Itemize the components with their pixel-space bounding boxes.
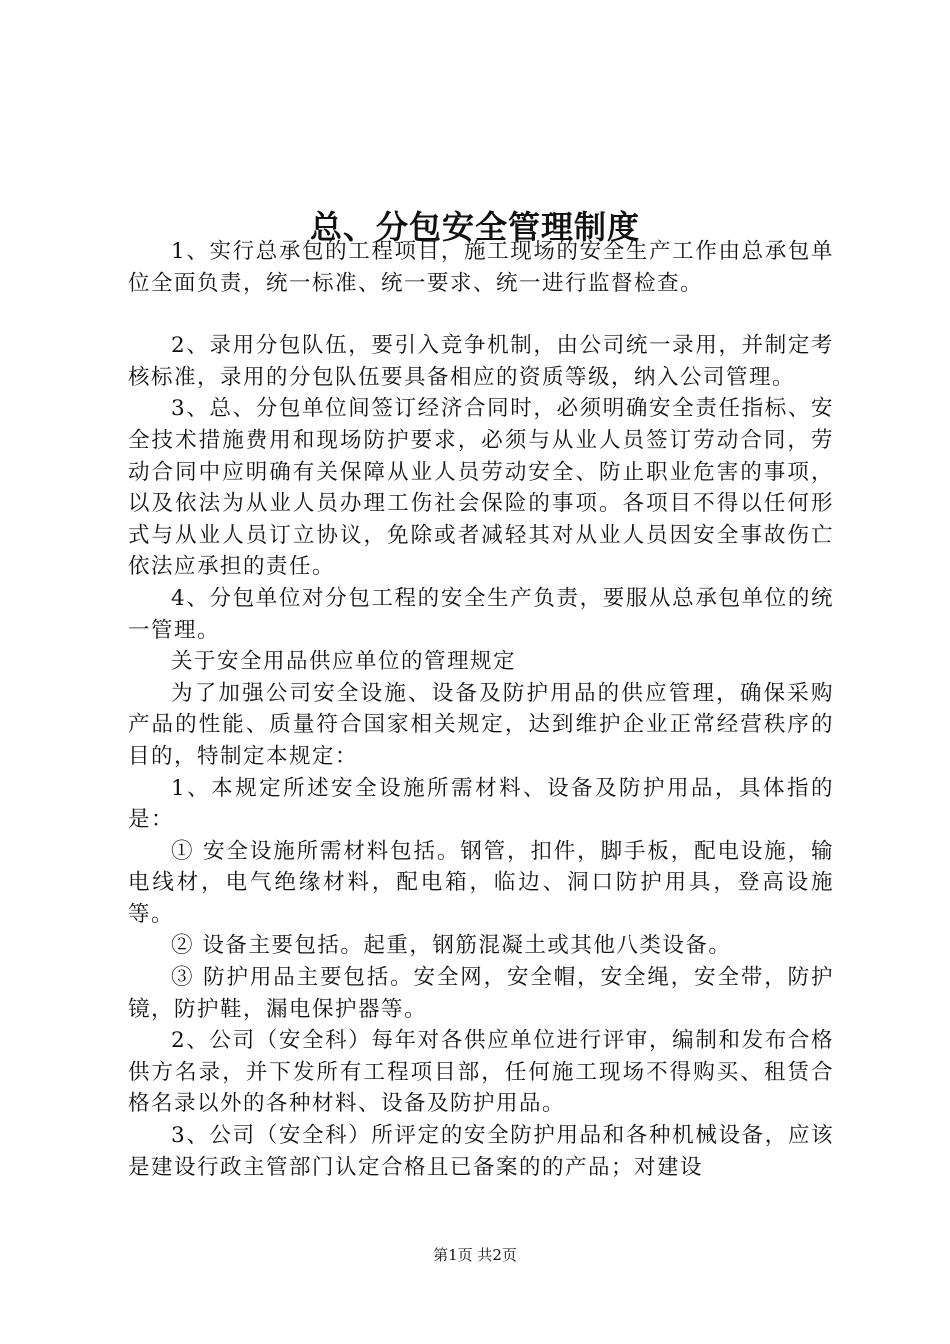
paragraph-item-1: ① 安全设施所需材料包括。钢管，扣件，脚手板，配电设施，输电线材，电气绝缘材料，配电箱，临边、洞口防护用具，登高设施等。 bbox=[128, 838, 834, 927]
document-body bbox=[128, 236, 834, 1183]
section-heading: 关于安全用品供应单位的管理规定 bbox=[171, 649, 517, 675]
paragraph-item-2: ② 设备主要包括。起重，钢筋混凝土或其他八类设备。 bbox=[171, 933, 732, 959]
paragraph-2: 2、录用分包队伍，要引入竞争机制，由公司统一录用，并制定考核标准，录用的分包队伍要具备相应的资质等级，纳入公司管理。 bbox=[128, 333, 834, 390]
paragraph-rule-2: 2、公司（安全科）每年对各供应单位进行评审，编制和发布合格供方名录，并下发所有工程项目部，任何施工现场不得购买、租赁合格名录以外的各种材料、设备及防护用品。 bbox=[128, 1028, 834, 1117]
paragraph-1: 1、实行总承包的工程项目，施工现场的安全生产工作由总承包单位全面负责，统一标准、统一要求、统一进行监督检查。 bbox=[128, 239, 834, 296]
paragraph-rule-3: 3、公司（安全科）所评定的安全防护用品和各种机械设备，应该是建设行政主管部门认定合格且已备案的的产品；对建设 bbox=[128, 1123, 834, 1180]
paragraph-item-3: ③ 防护用品主要包括。安全网，安全帽，安全绳，安全带，防护镜，防护鞋，漏电保护器等。 bbox=[128, 965, 834, 1022]
paragraph-rule-1: 1、本规定所述安全设施所需材料、设备及防护用品，具体指的是： bbox=[128, 775, 834, 833]
page-footer: 第1页 共2页 bbox=[433, 1246, 517, 1264]
paragraph-intro: 为了加强公司安全设施、设备及防护用品的供应管理，确保采购产品的性能、质量符合国家相关规定，达到维护企业正常经营秩序的目的，特制定本规定： bbox=[128, 680, 834, 769]
paragraph-3: 3、总、分包单位间签订经济合同时，必须明确安全责任指标、安全技术措施费用和现场防护要求，必须与从业人员签订劳动合同，劳动合同中应明确有关保障从业人员劳动安全、防止职业危害的事项，以及依法为从业人员办理工伤社会保险的事项。各项目不得以任何形式与从业人员订立协议，免除或者减轻其对从业人员因安全事故伤亡依法应承担的责任。 bbox=[128, 396, 834, 580]
document-title: 总、分包安全管理制度 bbox=[309, 208, 640, 247]
paragraph-4: 4、分包单位对分包工程的安全生产负责，要服从总承包单位的统一管理。 bbox=[128, 585, 834, 643]
